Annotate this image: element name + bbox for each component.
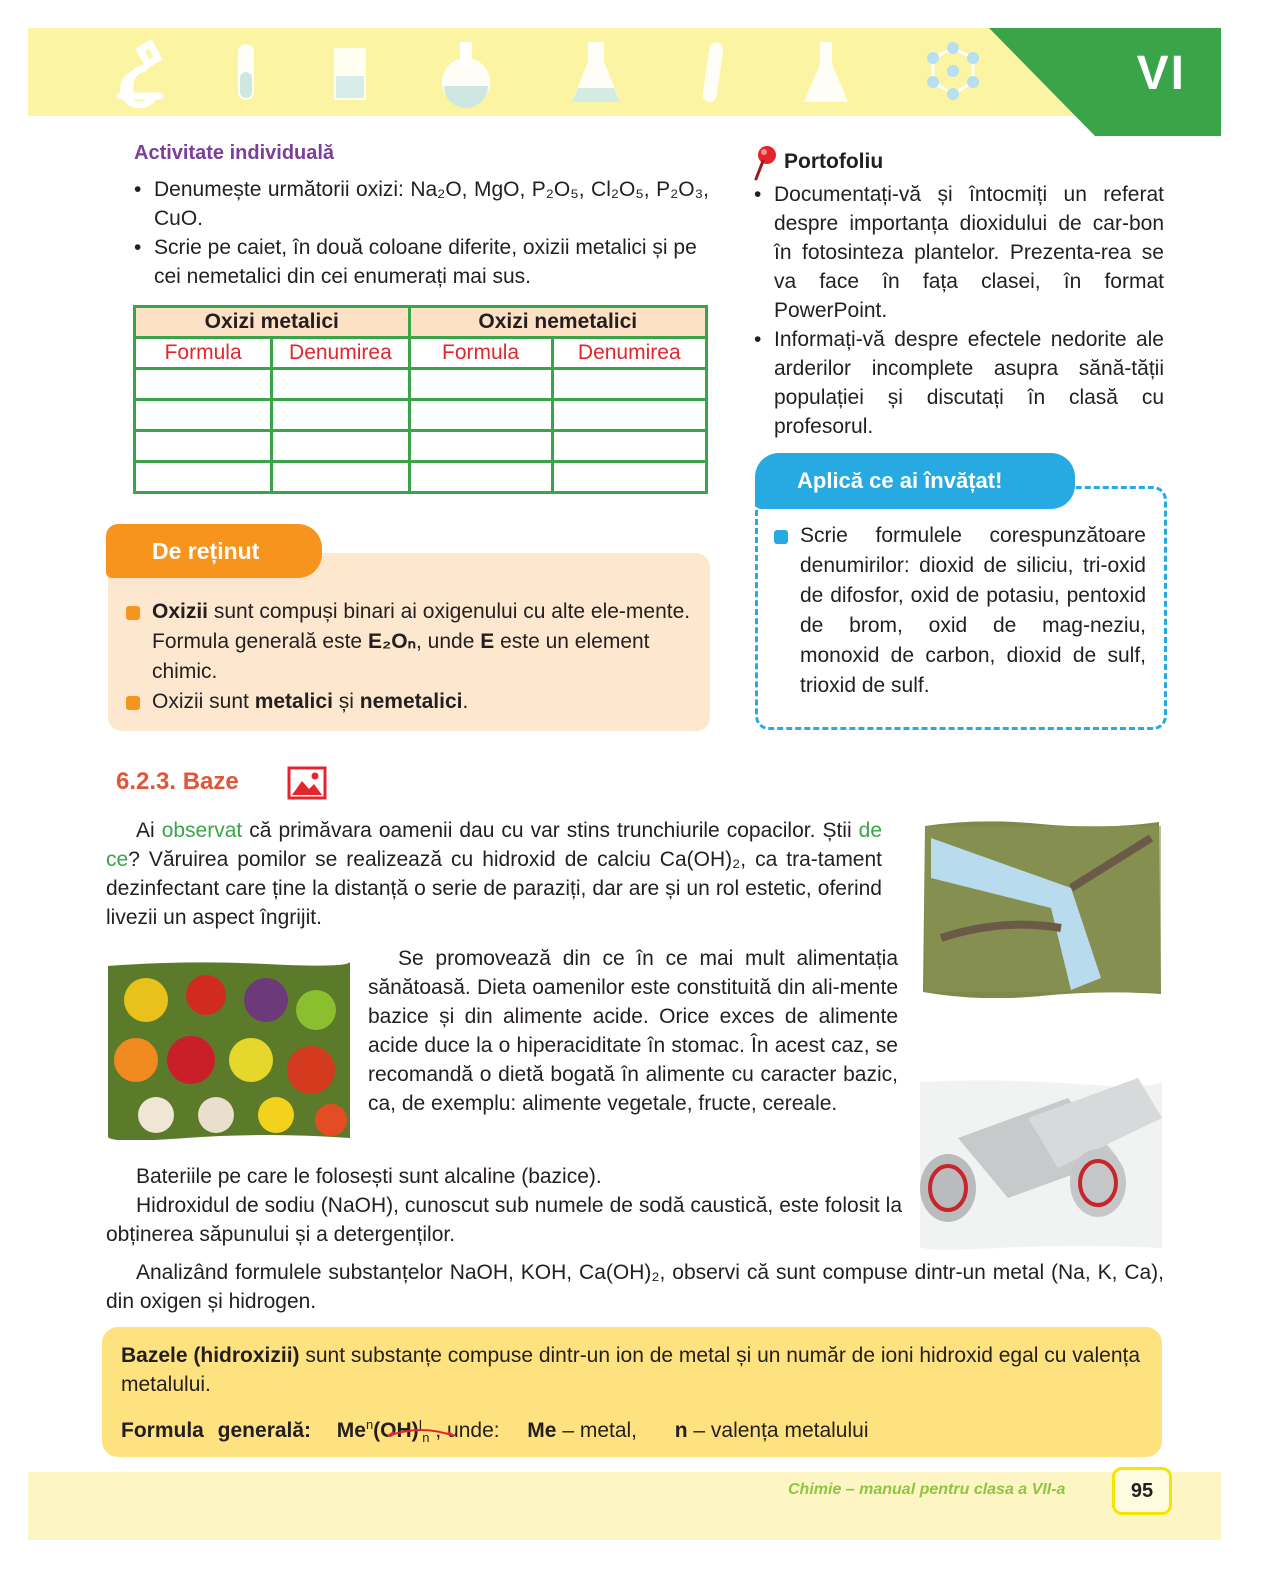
body-paragraph: Analizând formulele substanțelor NaOH, KOH, Ca(OH)₂, observi că sunt compuse dintr-un metal (Na, K, Ca), din oxigen și hidrogen. [106, 1261, 1164, 1313]
conical-flask-icon [798, 38, 854, 108]
table-cell [552, 400, 706, 431]
section-heading: 6.2.3. Baze [116, 768, 239, 795]
body-paragraph: Se promovează din ce în ce mai mult alimentația sănătoasă. Dieta oamenilor este constituită din ali-mente bazice și din alimente acide. Orice exces de alimente acide duce la o hiperaciditate în stomac. În acest caz, se recomandă o dietă bogată în alimente cu caracter bazic, ca, de exemplu: alimente vegetale, fructe, cereale. [368, 947, 898, 1115]
gallery-image-icon[interactable] [287, 766, 327, 800]
page-number: 95 [1112, 1467, 1172, 1515]
table-row [135, 369, 707, 400]
remember-text: este un element chimic. [152, 630, 650, 683]
table-cell [552, 369, 706, 400]
body-paragraph: Bateriile pe care le folosești sunt alcaline (bazice). [136, 1165, 602, 1188]
activity-list [134, 175, 709, 291]
remember-text: și [332, 690, 360, 713]
oxide-table [133, 305, 708, 494]
general-formula-line [121, 1410, 869, 1452]
table-cell [272, 369, 409, 400]
body-text: că primăvara oamenii dau cu var stins trunchiurile copacilor. Știi [242, 819, 859, 842]
remember-text: , unde [416, 630, 481, 653]
apply-list [774, 521, 1146, 701]
term-oxides: Oxizii [152, 600, 209, 623]
portfolio-item: • Informați-vă despre efectele nedorite ale arderilor incomplete asupra sănă-tății populației și discutați în clasă cu profesorul. [754, 325, 1164, 441]
table-cell [135, 369, 272, 400]
table-cell [272, 400, 409, 431]
remember-text: Oxizii sunt [152, 690, 255, 713]
portfolio-title: Portofoliu [784, 150, 884, 173]
table-cell [272, 431, 409, 462]
table-row [135, 462, 707, 493]
round-flask-icon [436, 38, 496, 108]
general-formula: E₂Oₙ [367, 630, 416, 653]
table-cell [409, 462, 552, 493]
body-paragraph [106, 816, 882, 932]
term-element: E [480, 630, 495, 653]
remember-list [126, 597, 696, 717]
table-row [135, 400, 707, 431]
molecule-icon [913, 38, 993, 108]
portfolio-list [754, 180, 1164, 441]
table-cell [409, 431, 552, 462]
chapter-number: VI [1136, 47, 1186, 100]
term-bases: Bazele (hidroxizii) [121, 1344, 300, 1367]
remember-text: . [462, 690, 469, 713]
legend-n-desc: – valența metalului [687, 1419, 869, 1442]
term-metallic: metalici [254, 690, 333, 713]
table-cell [552, 431, 706, 462]
table-cell [552, 462, 706, 493]
table-cell [272, 462, 409, 493]
table-cell [135, 462, 272, 493]
erlenmeyer-flask-icon [568, 38, 624, 108]
bases-definition [121, 1341, 1151, 1399]
body-text: ? Văruirea pomilor se realizează cu hidroxid de calciu Ca(OH)₂, ca tra-tament dezinfectant care ține la distanță o serie de paraziți, dar are și un rol estetic, oferind livezii un aspect îngrijit. [106, 848, 882, 929]
crossed-valence-arrows [384, 1426, 458, 1440]
legend-me-desc: – metal, [556, 1419, 638, 1442]
table-group-header: Oxizi nemetalici [409, 307, 706, 338]
whitewashed-tree-photo [921, 818, 1163, 998]
formula-hydroxide-valence: I [418, 1417, 423, 1432]
chapter-tab [989, 28, 1221, 136]
table-cell [135, 431, 272, 462]
pushpin-icon [752, 145, 778, 181]
activity-item: • Scrie pe caiet, în două coloane diferite, oxizii metalici și pe cei nemetalici din cei enumerați mai sus. [134, 233, 709, 291]
formula-label: Formula generală: [121, 1419, 312, 1442]
table-column-header: Denumirea [552, 338, 706, 369]
batteries-photo [918, 1078, 1164, 1250]
body-text: Ai [136, 819, 162, 842]
table-group-header: Oxizi metalici [135, 307, 410, 338]
table-column-header: Formula [135, 338, 272, 369]
portfolio-item: • Documentați-vă și întocmiți un referat despre importanța dioxidului de car-bon în fotosinteza plantelor. Prezenta-rea se va face în fața clasei, în format PowerPoint. [754, 180, 1164, 325]
table-column-header: Denumirea [272, 338, 409, 369]
remember-text: sunt compuși binari ai oxigenului cu alte ele-mente. Formula generală este [152, 600, 691, 653]
formula-hydroxide: (OH) [373, 1419, 419, 1442]
table-row [135, 431, 707, 462]
microscope-icon [100, 38, 170, 108]
fruits-vegetables-photo [106, 960, 352, 1140]
table-cell [409, 400, 552, 431]
beaker-icon [328, 38, 372, 108]
test-tube-icon [228, 38, 264, 108]
thermometer-icon [692, 38, 732, 108]
apply-item: Scrie formulele corespunzătoare denumirilor: dioxid de siliciu, tri-oxid de difosfor, oxid de potasiu, pentoxid de brom, oxid de mag-neziu, monoxid de carbon, dioxid de sulf, trioxid de sulf. [774, 521, 1146, 701]
activity-item: • Denumește următorii oxizi: Na₂O, MgO, P₂O₅, Cl₂O₅, P₂O₃, CuO. [134, 175, 709, 233]
keyword-why: de ce [106, 819, 882, 871]
chapter-header-band [28, 28, 1221, 116]
formula-where: , unde: [435, 1419, 500, 1442]
remember-tab: De reținut [106, 524, 322, 578]
formula-subscript: n [422, 1430, 430, 1446]
table-cell [135, 400, 272, 431]
remember-item [126, 597, 696, 687]
keyword-observed: observat [161, 819, 243, 842]
term-nonmetallic: nemetalici [359, 690, 463, 713]
apply-tab: Aplică ce ai învățat! [755, 453, 1075, 509]
formula-valence-superscript: n [365, 1417, 374, 1432]
legend-me: Me [527, 1419, 557, 1442]
book-title: Chimie – manual pentru clasa a VII-a [788, 1481, 1066, 1498]
table-cell [409, 369, 552, 400]
table-column-header: Formula [409, 338, 552, 369]
activity-title: Activitate individuală [134, 142, 335, 164]
remember-item [126, 687, 696, 717]
formula-metal: Me [336, 1419, 366, 1442]
body-paragraph: Hidroxidul de sodiu (NaOH), cunoscut sub numele de sodă caustică, este folosit la obținerea săpunului și a detergenților. [106, 1194, 902, 1246]
definition-text: sunt substanțe compuse dintr-un ion de metal și un număr de ioni hidroxid egal cu valența metalului. [121, 1344, 1141, 1396]
legend-n: n [674, 1419, 688, 1442]
